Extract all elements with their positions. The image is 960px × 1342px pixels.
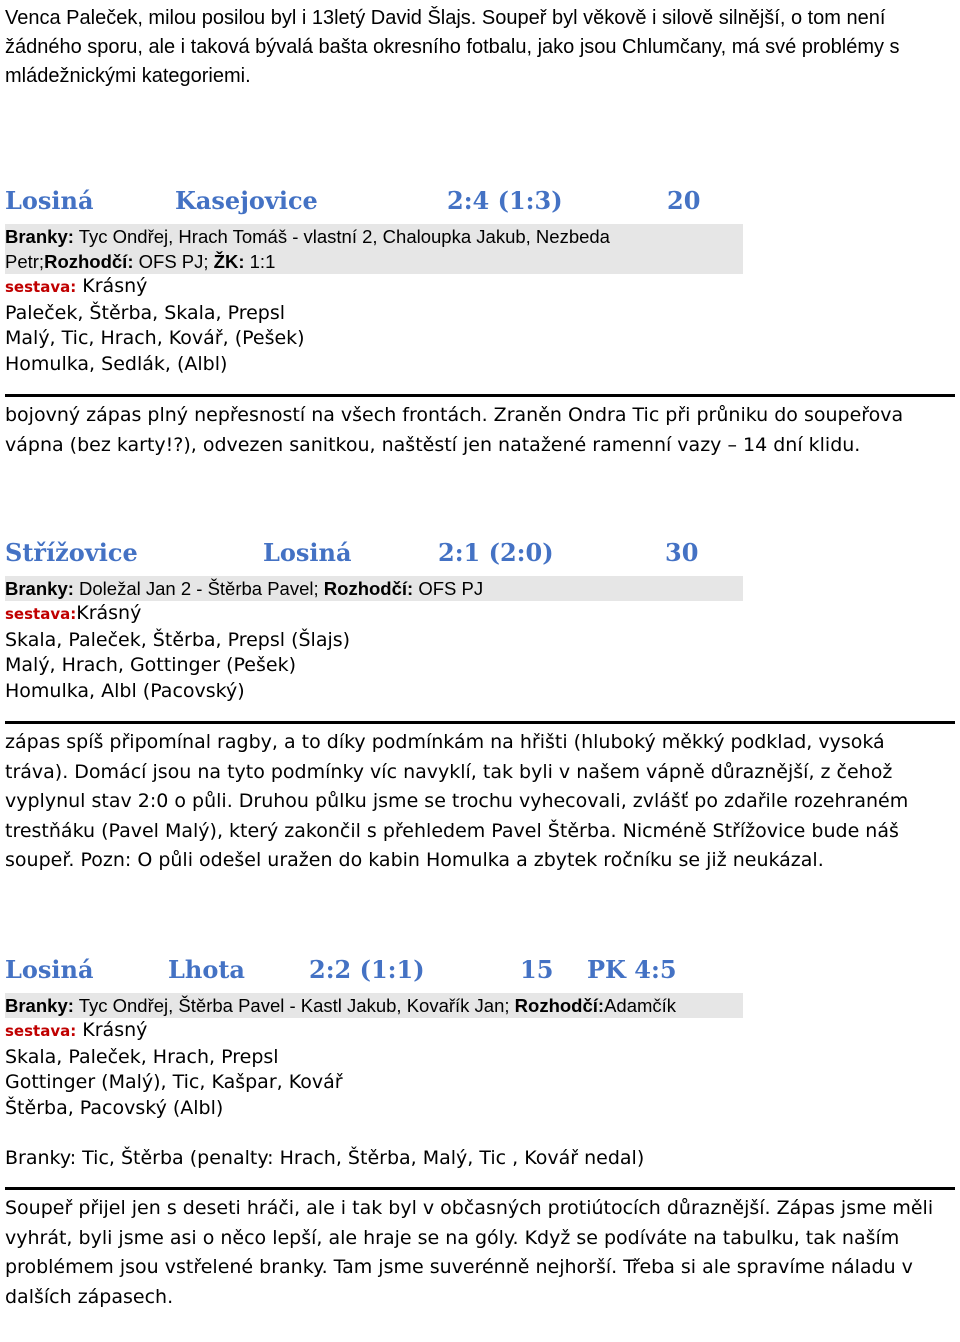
match-info <box>5 993 743 1018</box>
match-score: 2:1 (2:0) <box>438 538 554 567</box>
penalty-result: PK 4:5 <box>587 955 677 984</box>
goals-label: Branky: <box>5 578 74 599</box>
goals-value: Tyc Ondřej, Hrach Tomáš - vlastní 2, Chaloupka Jakub, Nezbeda Petr; <box>5 226 610 272</box>
match-score: 2:4 (1:3) <box>447 186 563 215</box>
match-score: 2:2 (1:1) <box>309 955 425 984</box>
goals-value: Doležal Jan 2 - Štěrba Pavel; <box>73 578 324 599</box>
goals-value: Tyc Ondřej, Štěrba Pavel - Kastl Jakub, Kovařík Jan; <box>73 995 515 1016</box>
match-report-2 <box>5 538 950 876</box>
divider <box>5 721 955 724</box>
goalkeeper: Krásný <box>76 1019 148 1041</box>
match-header <box>5 538 950 574</box>
match-report-3 <box>5 955 950 1312</box>
lineup-line: Malý, Hrach, Gottinger (Pešek) <box>5 654 297 676</box>
spectators: 20 <box>667 186 701 215</box>
lineup-line: Homulka, Sedlák, (Albl) <box>5 352 228 375</box>
match-header <box>5 955 950 991</box>
referee-value: OFS PJ; <box>133 251 214 272</box>
home-team: Střížovice <box>5 538 138 567</box>
referee-label: Rozhodčí: <box>514 995 605 1016</box>
lineup <box>5 274 950 377</box>
match-description: zápas spíš připomínal ragby, a to díky podmínkám na hřišti (hluboký měkký podklad, vysoká tráva). Domácí jsou na tyto podmínky víc navyklí, tak byli v našem vápně důraznější, z čehož vyplynul stav 2:0 o půli. Druhou půlku jsme se trochu vyhecovali, zvlášť po zdařile rozehraném trestňáku (Pavel Malý), který zakončil s přehledem Pavel Štěrba. Nicméně Střížovice bude náš soupeř. Pozn: O půli odešel uražen do kabin Homulka a zbytek ročníku se již neukázal. <box>5 731 909 871</box>
lineup-line: Homulka, Albl (Pacovský) <box>5 679 245 702</box>
goal-scorers: Branky: Tic, Štěrba (penalty: Hrach, Štěrba, Malý, Tic , Kovář nedal) <box>5 1147 645 1169</box>
lineup-label: sestava: <box>5 1022 77 1040</box>
lineup-line: Gottinger (Malý), Tic, Kašpar, Kovář <box>5 1071 343 1093</box>
intro-paragraph: Venca Paleček, milou posilou byl i 13letý David Šlajs. Soupeř byl věkově i silově silnější, o tom není žádného sporu, ale i taková bývalá bašta okresního fotbalu, jako jsou Chlumčany, má své problémy s mládežnickými kategoriemi. <box>5 7 900 87</box>
divider <box>5 1187 955 1190</box>
match-description: bojovný zápas plný nepřesností na všech frontách. Zraněn Ondra Tic při průniku do soupeřova vápna (bez karty!?), odvezen sanitkou, naštěstí jen natažené ramenní vazy – 14 dní klidu. <box>5 404 904 456</box>
lineup-line: Štěrba, Pacovský (Albl) <box>5 1096 224 1119</box>
yellow-cards-label: ŽK: <box>213 251 245 272</box>
away-team: Losiná <box>263 538 352 567</box>
spectators: 15 <box>520 955 554 984</box>
lineup-line: Malý, Tic, Hrach, Kovář, (Pešek) <box>5 327 305 349</box>
lineup <box>5 601 950 704</box>
referee-value: Adamčík <box>604 995 677 1016</box>
match-description: Soupeř přijel jen s deseti hráči, ale i tak byl v občasných protiútocích důraznější. Zápas jsme měli vyhrát, byli jsme asi o něco lepší, ale hraje se na góly. Když se podíváte na tabulku, tak naším problémem jsou vstřelené branky. Tam jsme suverénně nejhorší. Třeba si ale spravíme náladu v dalších zápasech. <box>5 1197 934 1308</box>
away-team: Lhota <box>168 955 245 984</box>
goals-label: Branky: <box>5 995 74 1016</box>
lineup-label: sestava: <box>5 278 77 296</box>
lineup-goalkeeper-row <box>5 601 950 628</box>
lineup-line: Skala, Paleček, Štěrba, Prepsl (Šlajs) <box>5 628 351 651</box>
lineup-goalkeeper-row <box>5 274 950 301</box>
match-info <box>5 224 743 274</box>
spectators: 30 <box>665 538 699 567</box>
divider <box>5 394 955 397</box>
match-info <box>5 576 743 601</box>
referee-label: Rozhodčí: <box>323 578 414 599</box>
home-team: Losiná <box>5 186 94 215</box>
goalkeeper: Krásný <box>76 602 142 624</box>
home-team: Losiná <box>5 955 94 984</box>
lineup-label: sestava: <box>5 605 77 623</box>
lineup-goalkeeper-row <box>5 1018 950 1045</box>
referee-label: Rozhodčí: <box>44 251 134 272</box>
goalkeeper: Krásný <box>76 275 148 297</box>
lineup-line: Skala, Paleček, Hrach, Prepsl <box>5 1045 279 1068</box>
goals-label: Branky: <box>5 226 74 247</box>
match-report-1 <box>5 186 950 460</box>
away-team: Kasejovice <box>175 186 318 215</box>
lineup <box>5 1018 950 1121</box>
yellow-cards-value: 1:1 <box>244 251 276 272</box>
lineup-line: Paleček, Štěrba, Skala, Prepsl <box>5 301 286 324</box>
match-header <box>5 186 950 222</box>
referee-value: OFS PJ <box>413 578 484 599</box>
